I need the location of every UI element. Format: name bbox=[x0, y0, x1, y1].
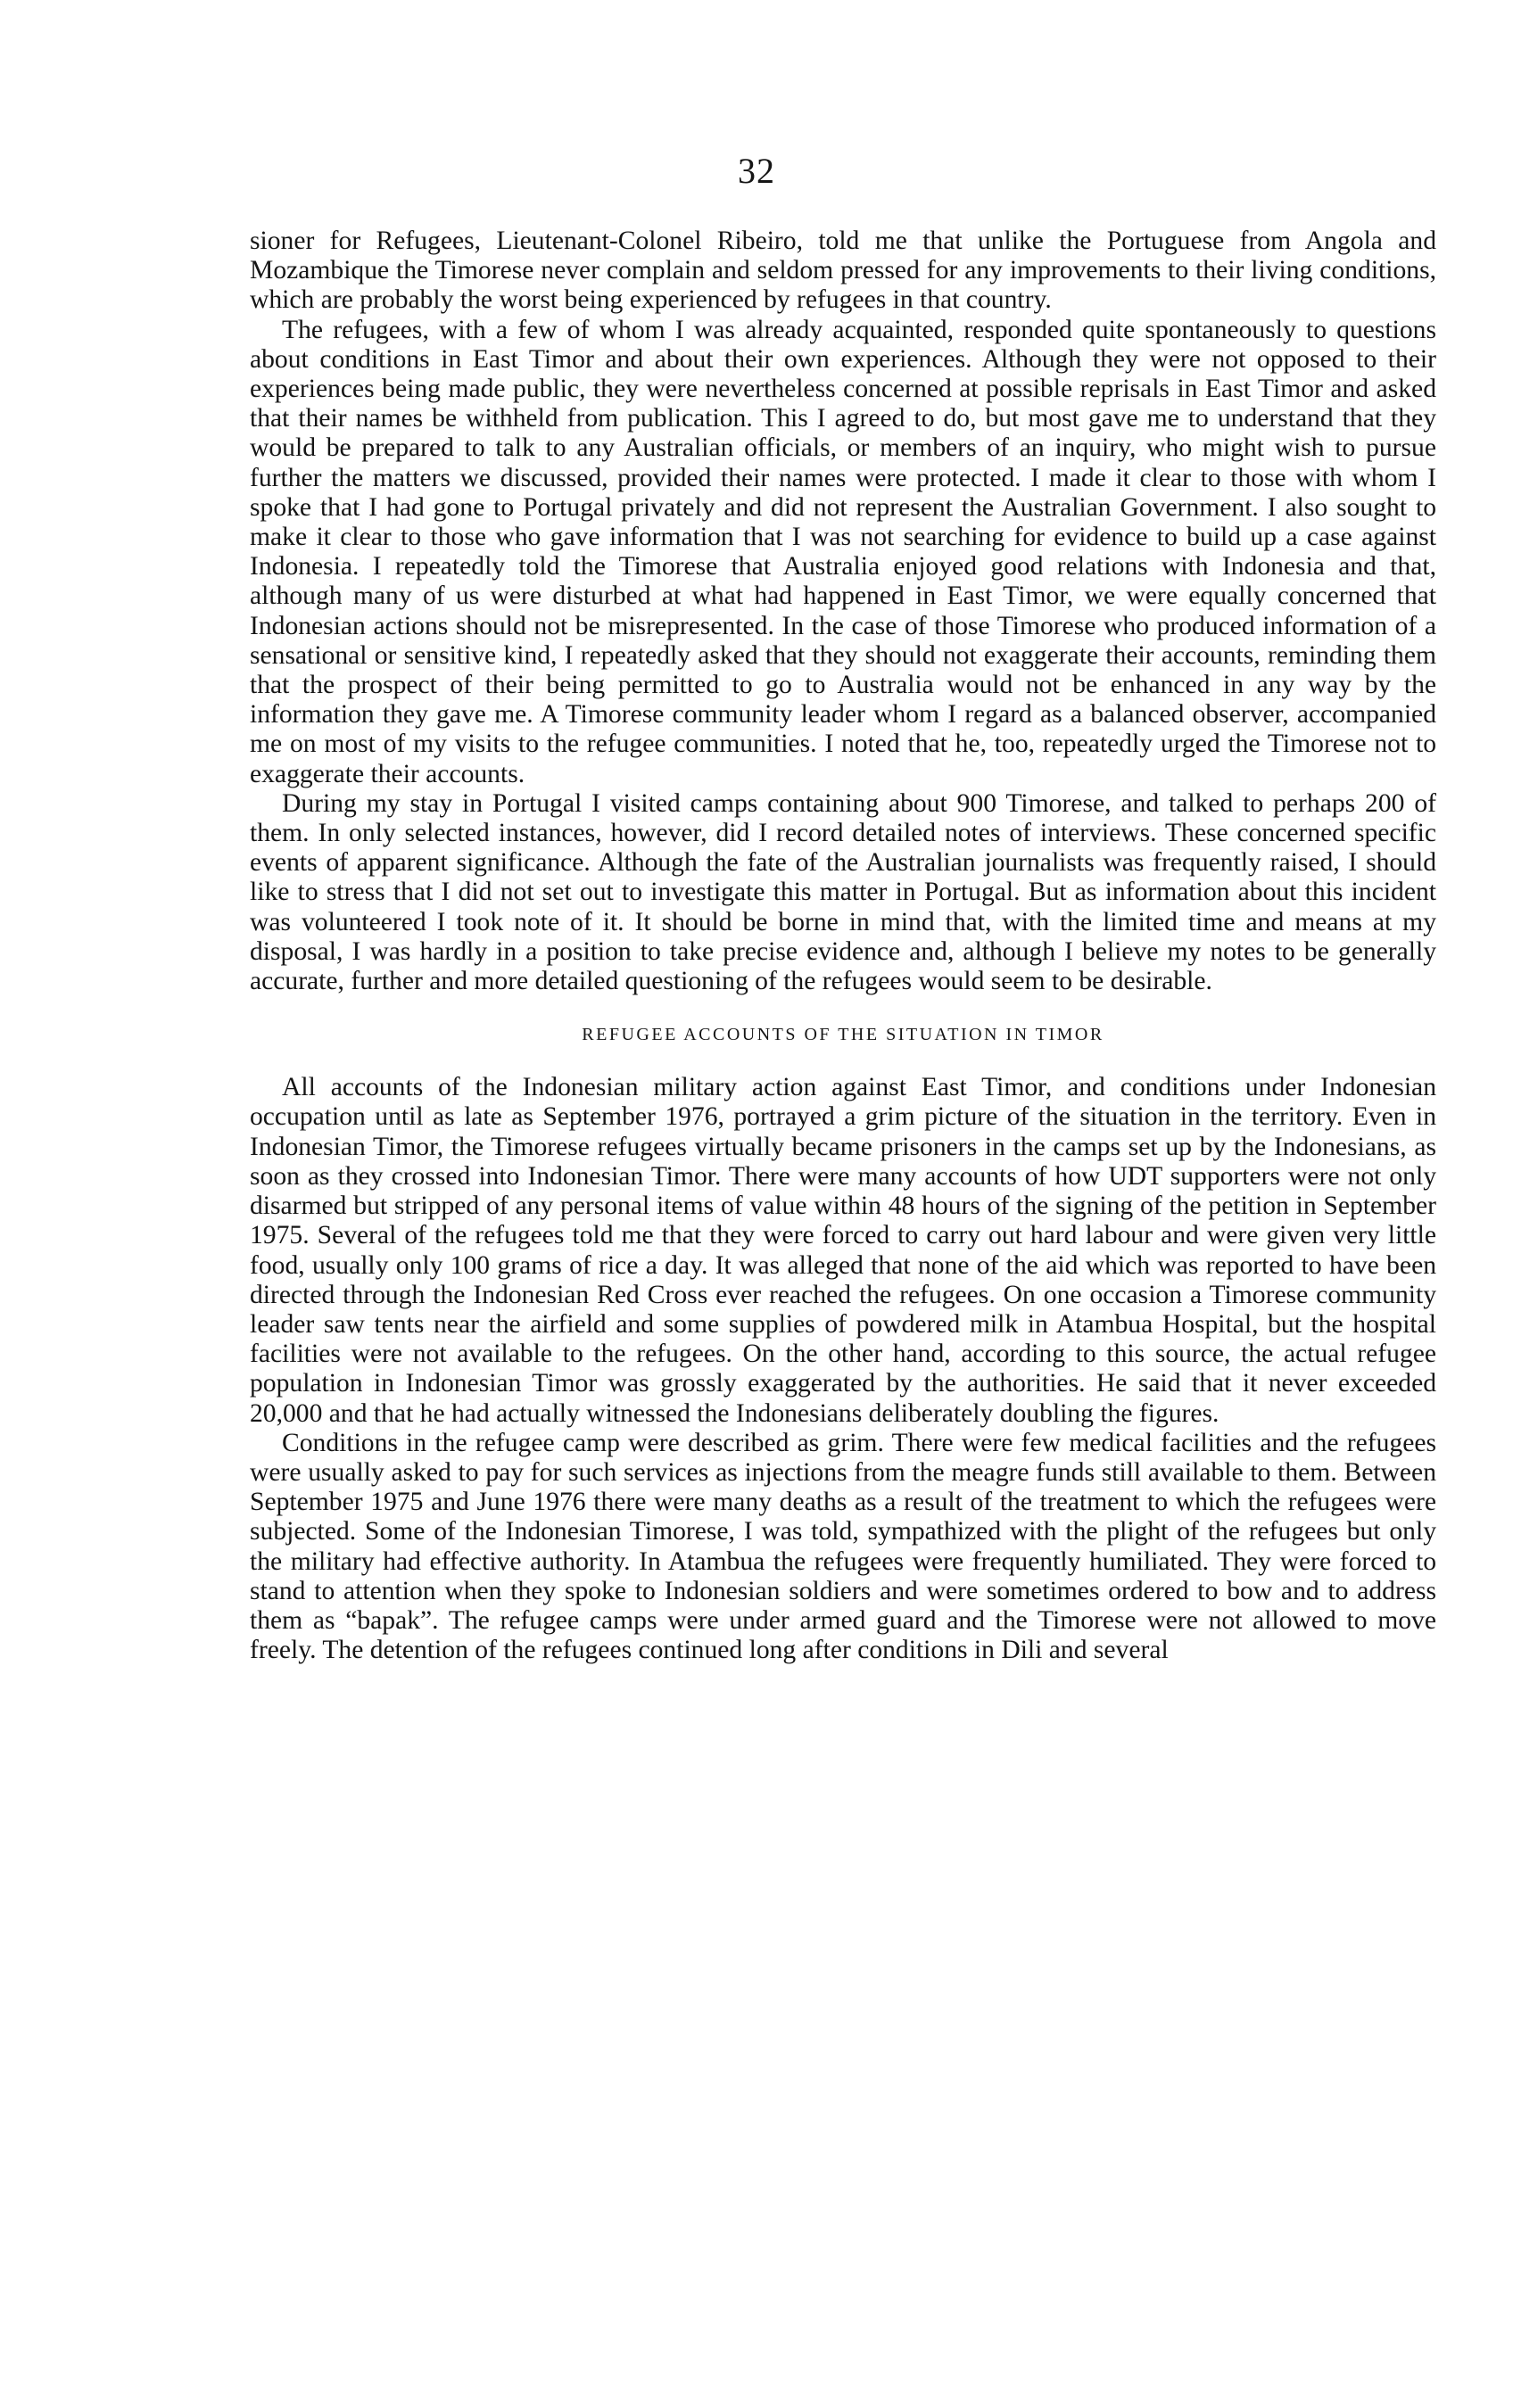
page-number: 32 bbox=[738, 151, 775, 191]
paragraph-continued: sioner for Refugees, Lieutenant-Colonel Ribeiro, told me that unlike the Portuguese from Angola and Mozambique the Timorese never complain and seldom pressed for any improvements to their living conditions, which are probably the worst being experienced by refugees in that country. bbox=[250, 227, 1436, 315]
paragraph-camp-conditions: Conditions in the refugee camp were described as grim. There were few medical facilities and the refugees were usually asked to pay for such services as injections from the meagre funds still available to them. Between September 1975 and June 1976 there were many deaths as a result of the treatment to which the refugees were subjected. Some of the Indonesian Timorese, I was told, sympathized with the plight of the refugees but only the military had effective authority. In Atambua the refugees were frequently humiliated. They were forced to stand to attention when they spoke to Indonesian soldiers and were sometimes ordered to bow and to address them as “bapak”. The refugee camps were under armed guard and the Timorese were not allowed to move freely. The detention of the refugees continued long after conditions in Dili and several bbox=[250, 1428, 1436, 1665]
paragraph-portugal-camps: During my stay in Portugal I visited camps containing about 900 Timorese, and talked to perhaps 200 of them. In only selected instances, however, did I record detailed notes of interviews. These concerned specific events of apparent significance. Although the fate of the Australian journalists was frequently raised, I should like to stress that I did not set out to investigate this matter in Portugal. But as information about this incident was volunteered I took note of it. It should be borne in mind that, with the limited time and means at my disposal, I was hardly in a position to take precise evidence and, although I believe my notes to be generally accurate, further and more detailed questioning of the refugees would seem to be desirable. bbox=[250, 788, 1436, 996]
paragraph-refugee-interviews: The refugees, with a few of whom I was already acquainted, responded quite spontaneously to questions about conditions in East Timor and about their own experiences. Although they were not opposed to their experiences being made public, they were nevertheless concerned at possible reprisals in East Timor and asked that their names be withheld from publication. This I agreed to do, but most gave me to understand that they would be prepared to talk to any Australian officials, or members of an inquiry, who might wish to pursue further the matters we discussed, provided their names were protected. I made it clear to those with whom I spoke that I had gone to Portugal privately and did not represent the Australian Government. I also sought to make it clear to those who gave information that I was not searching for evidence to build up a case against Indonesia. I repeatedly told the Timorese that Australia enjoyed good relations with Indonesia and that, although many of us were disturbed at what had happened in East Timor, we were equally concerned that Indonesian actions should not be misrepresented. In the case of those Timorese who produced information of a sensational or sensitive kind, I repeatedly asked that they should not exaggerate their accounts, reminding them that the prospect of their being permitted to go to Australia would not be enhanced in any way by the information they gave me. A Timorese community leader whom I regard as a balanced observer, accompanied me on most of my visits to the refugee communities. I noted that he, too, repeatedly urged the Timorese not to exaggerate their accounts. bbox=[250, 315, 1436, 788]
paragraph-military-action: All accounts of the Indonesian military action against East Timor, and conditions under Indonesian occupation until as late as September 1976, portrayed a grim picture of the situation in the territory. Even in Indonesian Timor, the Timorese refugees virtually became prisoners in the camps set up by the Indonesians, as soon as they crossed into Indonesian Timor. There were many accounts of how UDT supporters were not only disarmed but stripped of any personal items of value within 48 hours of the signing of the petition in September 1975. Several of the refugees told me that they were forced to carry out hard labour and were given very little food, usually only 100 grams of rice a day. It was alleged that none of the aid which was reported to have been directed through the Indonesian Red Cross ever reached the refugees. On one occasion a Timorese community leader saw tents near the airfield and some supplies of powdered milk in Atambua Hospital, but the hospital facilities were not available to the refugees. On the other hand, according to this source, the actual refugee population in Indonesian Timor was grossly exaggerated by the authorities. He said that it never exceeded 20,000 and that he had actually witnessed the Indonesians deliberately doubling the figures. bbox=[250, 1073, 1436, 1428]
section-heading: REFUGEE ACCOUNTS OF THE SITUATION IN TIMOR bbox=[582, 1025, 1104, 1045]
body-text bbox=[250, 227, 1436, 1665]
